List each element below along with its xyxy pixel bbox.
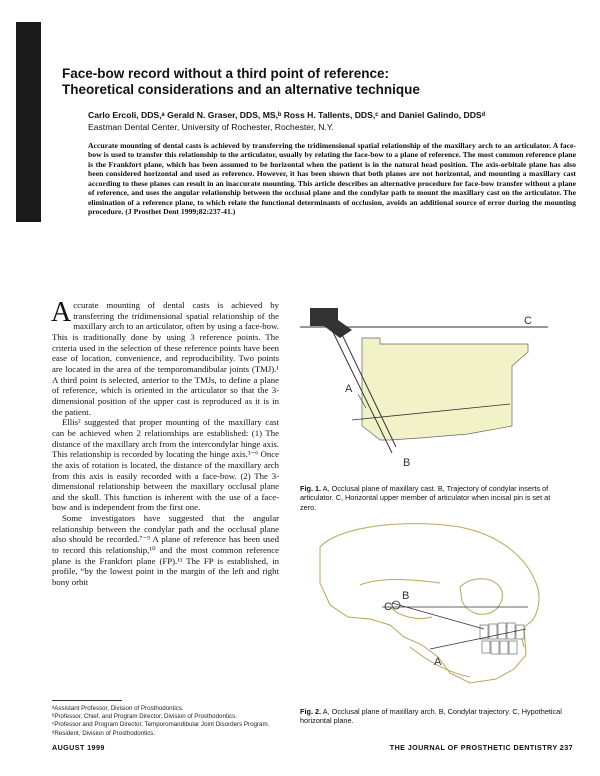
footnote-d: ᵈResident, Division of Prosthodontics. [52, 729, 156, 737]
figure-1-caption [300, 484, 565, 512]
title-line-1: Face-bow record without a third point of reference: [62, 66, 390, 81]
figure-2-caption [300, 707, 565, 726]
abstract: Accurate mounting of dental casts is achieved by transferring the tridimensional spatial relationship of the maxillary arch to an articulator. A face-bow is used to transfer this relationship to the articulator, usually by relating the face-bow to a plane of reference. The most common reference plane is the Frankfort plane, which has been assumed to be horizontal when the patient is in the natural head position. The axis-orbitale plane has also been considered horizontal and used as reference. However, it has been shown that both planes are not horizontal, and mounting a maxillary cast according to these planes can result in an inaccurate mounting. This article describes an alternative procedure for face-bow transfer without a plane of reference, and uses the angular relationship between the occlusal plane and the condylar path to mount the maxillary cast on the articulator. The elimination of a reference plane, to which relate the functional determinants of occlusion, avoids an additional source of error during the mounting procedure. (J Prosthet Dent 1999;82:237-41.) [88, 141, 576, 217]
fig1-caption-label: Fig. 1. [300, 484, 322, 493]
body-paragraph-3: Some investigators have suggested that the angular relationship between the condylar path and the occlusal plane also should be recorded.⁷⁻⁹ A plane of reference has been used to record this relationship,¹⁰ and the most common reference plane is the Frankfort plane (FP).¹¹ The FP is established, in profile, “by the lowest point in the margin of the left and right bony orbit [52, 513, 279, 588]
drop-cap: A [51, 297, 72, 328]
footer-date: AUGUST 1999 [52, 743, 105, 752]
fig2-label-b: B [402, 590, 410, 602]
fig2-teeth [480, 623, 524, 654]
body-paragraph-1 [51, 297, 279, 417]
fig2-skull-outline [320, 524, 539, 683]
footnote-a: ᵃAssistant Professor, Division of Prosthodontics. [52, 705, 184, 712]
affiliation: Eastman Dental Center, University of Rochester, Rochester, N.Y. [88, 122, 334, 132]
footnote-c: ᶜProfessor and Program Director, Temporomandibular Joint Disorders Program. [52, 721, 270, 729]
figure-2-illustration [300, 517, 548, 700]
authors: Carlo Ercoli, DDS,ᵃ Gerald N. Graser, DDS, MS,ᵇ Ross H. Tallents, DDS,ᶜ and Daniel Galindo, DDSᵈ [88, 110, 486, 120]
title-line-2: Theoretical considerations and an alternative technique [62, 82, 420, 97]
body-text [51, 297, 279, 588]
footer-journal: THE JOURNAL OF PROSTHETIC DENTISTRY 237 [389, 743, 573, 752]
fig2-label-a: A [434, 656, 442, 668]
fig1-maxillary-cast [362, 338, 528, 440]
figure-1 [300, 308, 548, 475]
fig1-label-c: C [524, 315, 532, 327]
article-title [62, 66, 582, 98]
fig1-caption-text: A, Occlusal plane of maxillary cast. B, Trajectory of condylar inserts of articulator. C, Horizontal upper member of articulator when incisal pin is set at zero. [300, 484, 551, 512]
footnote-rule [52, 700, 122, 701]
figure-1-illustration [300, 308, 548, 475]
fig1-label-a: A [345, 383, 353, 395]
sidebar-bar [16, 22, 41, 222]
fig1-condylar-insert [310, 308, 352, 338]
fig2-caption-text: A, Occlusal plane of maxillary arch. B, Condylar trajectory. C, Hypothetical horizontal plane. [300, 707, 562, 726]
fig1-label-b: B [403, 457, 411, 469]
figure-2 [300, 517, 548, 700]
footnote-b: ᵇProfessor, Chief, and Program Director, Division of Prosthodontics. [52, 713, 237, 721]
fig2-label-c: C [384, 601, 392, 613]
footnotes [52, 705, 279, 738]
paragraph-1-text: ccurate mounting of dental casts is achieved by transferring the tridimensional spatial relationship of the maxillary arch to an articulator, often by using a face-bow. This is traditionally done by using 3 reference points. The criteria used in the selection of these reference points have been ease of location, convenience, and reproducibility. Two points are located in the area of the temporomandibular joints (TMJ).¹ A third point is selected, anterior to the TMJs, to define a plane of reference, which is oriented in the articulator so that the 3-dimensional position of the upper cast is reproduced as it is in the patient. [52, 300, 279, 417]
body-paragraph-2: Ellis² suggested that proper mounting of the maxillary cast can be achieved when 2 relationships are established: (1) The distance of the maxillary arch from the intercondylar hinge axis. This relationship is recorded by locating the hinge axis.³⁻⁶ Once the axis of rotation is located, the distance of the maxillary arch from this axis is easily recorded with a face-bow. (2) The 3-dimensional relationship between the maxillary occlusal plane and the skull. This function is inherent with the use of a face-bow and is independent from the first one. [52, 417, 279, 513]
fig2-caption-label: Fig. 2. [300, 707, 322, 716]
